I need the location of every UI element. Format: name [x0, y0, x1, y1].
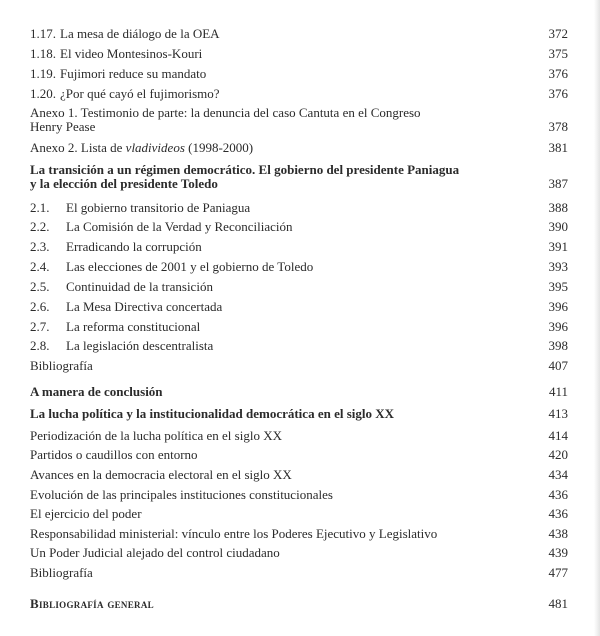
- entry-title: Anexo 1. Testimonio de parte: la denuncia del caso Cantuta en el Congreso: [30, 105, 421, 120]
- toc-entry: [30, 319, 568, 334]
- entry-number: 1.20.: [30, 86, 56, 101]
- entry-title: La mesa de diálogo de la OEA: [60, 26, 220, 41]
- entry-title: Fujimori reduce su mandato: [60, 66, 207, 81]
- toc-entry: [30, 358, 568, 373]
- entry-title-suffix: (1998-2000): [184, 140, 254, 155]
- page-number: 388: [548, 200, 568, 215]
- page-number: 398: [548, 338, 568, 353]
- entry-number: 2.7.: [30, 319, 50, 334]
- toc-entry: [30, 487, 568, 502]
- toc-entry: [30, 447, 568, 462]
- entry-number: 2.3.: [30, 239, 50, 254]
- toc-entry: [30, 106, 568, 134]
- chapter-title: La lucha política y la institucionalidad democrática en el siglo XX: [30, 406, 395, 421]
- entry-title: Erradicando la corrupción: [66, 239, 202, 254]
- page-number: 372: [548, 26, 568, 41]
- entry-title: Un Poder Judicial alejado del control ciudadano: [30, 545, 280, 560]
- chapter-title: La transición a un régimen democrático. El gobierno del presidente Paniagua: [30, 162, 460, 177]
- toc-entry: [30, 526, 568, 541]
- entry-title: Bibliografía: [30, 565, 93, 580]
- page-number: 436: [548, 506, 568, 521]
- toc-entry: [30, 26, 568, 41]
- entry-number: 2.6.: [30, 299, 50, 314]
- toc-chapter: [30, 406, 568, 421]
- page-number: 414: [548, 428, 568, 443]
- toc-entry: [30, 545, 568, 560]
- entry-title: La legislación descentralista: [66, 338, 214, 353]
- page-number: 407: [548, 358, 568, 373]
- page-number: 413: [548, 406, 568, 421]
- page-number: 391: [548, 239, 568, 254]
- toc-entry: [30, 239, 568, 254]
- entry-title: Periodización de la lucha política en el siglo XX: [30, 428, 282, 443]
- toc-chapter: [30, 384, 568, 399]
- entry-number: 2.2.: [30, 219, 50, 234]
- entry-title: Evolución de las principales instituciones constitucionales: [30, 487, 333, 502]
- toc-chapter: [30, 163, 568, 191]
- toc-chapter: [30, 596, 568, 611]
- entry-number: 2.5.: [30, 279, 50, 294]
- entry-title: Continuidad de la transición: [66, 279, 213, 294]
- entry-title-author: Henry Pease: [30, 119, 96, 134]
- page-number: 420: [548, 447, 568, 462]
- toc-entry: [30, 200, 568, 215]
- entry-title: El gobierno transitorio de Paniagua: [66, 200, 251, 215]
- toc-entry: [30, 66, 568, 81]
- toc-entry: [30, 565, 568, 580]
- toc-entry: [30, 46, 568, 61]
- entry-number: 2.4.: [30, 259, 50, 274]
- entry-title: Partidos o caudillos con entorno: [30, 447, 198, 462]
- entry-title: Anexo 2. Lista de: [30, 140, 126, 155]
- page-number: 376: [548, 66, 568, 81]
- entry-number: 1.19.: [30, 66, 56, 81]
- entry-title: El ejercicio del poder: [30, 506, 142, 521]
- entry-number: 2.8.: [30, 338, 50, 353]
- entry-title: Las elecciones de 2001 y el gobierno de Toledo: [66, 259, 314, 274]
- page-number: 393: [548, 259, 568, 274]
- entry-title: El video Montesinos-Kouri: [60, 46, 203, 61]
- entry-number: 1.17.: [30, 26, 56, 41]
- toc-entry: [30, 279, 568, 294]
- page-number: 434: [548, 467, 568, 482]
- entry-number: 1.18.: [30, 46, 56, 61]
- entry-title: La reforma constitucional: [66, 319, 201, 334]
- page-number: 439: [548, 545, 568, 560]
- toc-entry: [30, 259, 568, 274]
- page-number: 378: [548, 119, 568, 134]
- entry-title-italic: vladivideos: [125, 140, 185, 155]
- entry-title: Responsabilidad ministerial: vínculo entre los Poderes Ejecutivo y Legislativo: [30, 526, 438, 541]
- page-number: 376: [548, 86, 568, 101]
- page-number: 396: [548, 319, 568, 334]
- toc-entry: [30, 467, 568, 482]
- page-number: 396: [548, 299, 568, 314]
- toc-entry: [30, 338, 568, 353]
- toc-entry: [30, 299, 568, 314]
- page-number: 438: [548, 526, 568, 541]
- entry-title: ¿Por qué cayó el fujimorismo?: [60, 86, 220, 101]
- chapter-title: Bibliografía general: [30, 596, 154, 611]
- entry-title: Avances en la democracia electoral en el siglo XX: [30, 467, 292, 482]
- page-number: 477: [548, 565, 568, 580]
- chapter-title: A manera de conclusión: [30, 384, 163, 399]
- page-edge-shadow: [594, 0, 600, 636]
- toc-entry: [30, 428, 568, 443]
- entry-title: La Mesa Directiva concertada: [66, 299, 223, 314]
- page-number: 395: [548, 279, 568, 294]
- page-number: 411: [548, 384, 568, 399]
- toc-entry: [30, 140, 568, 155]
- page-number: 375: [548, 46, 568, 61]
- entry-title: Bibliografía: [30, 358, 93, 373]
- page-number: 481: [548, 596, 568, 611]
- toc-entry: [30, 506, 568, 521]
- toc-entry: [30, 86, 568, 101]
- chapter-title-line2: y la elección del presidente Toledo: [30, 176, 218, 191]
- page-number: 436: [548, 487, 568, 502]
- page-number: 390: [548, 219, 568, 234]
- entry-title: La Comisión de la Verdad y Reconciliación: [66, 219, 293, 234]
- toc-entry: [30, 219, 568, 234]
- page-number: 381: [548, 140, 568, 155]
- entry-number: 2.1.: [30, 200, 50, 215]
- page-number: 387: [548, 176, 568, 191]
